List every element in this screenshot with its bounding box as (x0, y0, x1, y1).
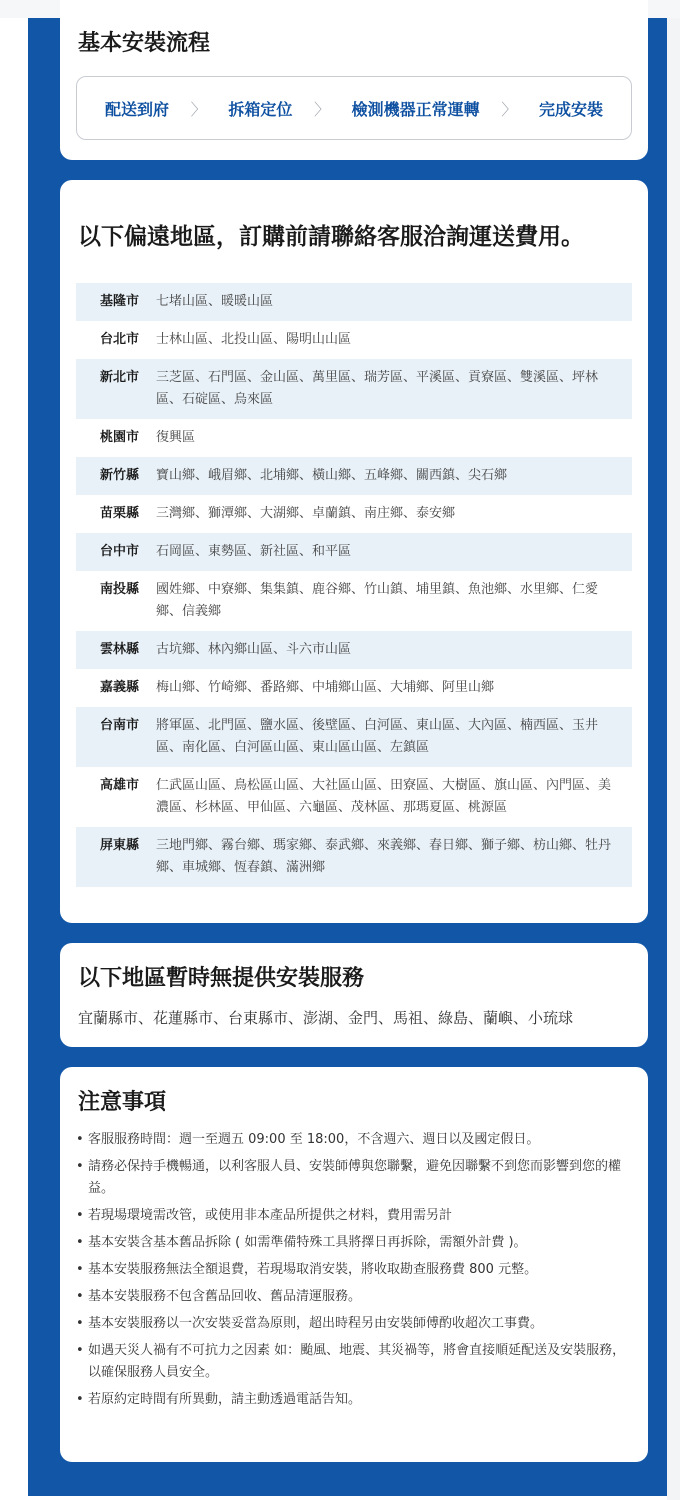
no-service-title: 以下地區暫時無提供安裝服務 (78, 966, 365, 991)
city-name: 高雄市 (100, 778, 140, 793)
table-row (76, 669, 632, 707)
no-service-card (60, 943, 648, 1047)
remote-areas-title: 以下偏遠地區，訂購前請聯絡客服洽詢運送費用。 (78, 224, 584, 250)
city-name: 台北市 (100, 332, 140, 347)
city-name: 基隆市 (100, 294, 140, 309)
table-row (76, 457, 632, 495)
city-name: 台中市 (100, 544, 140, 559)
area-list: 三地門鄉、霧台鄉、瑪家鄉、泰武鄉、來義鄉、春日鄉、獅子鄉、枋山鄉、牡丹鄉、車城鄉、恆春鎮、滿洲鄉 (156, 838, 612, 875)
right-gutter (667, 18, 680, 1500)
area-list: 仁武區山區、鳥松區山區、大社區山區、田寮區、大樹區、旗山區、內門區、美濃區、杉林區、甲仙區、六龜區、茂林區、那瑪夏區、桃源區 (156, 778, 612, 815)
city-name: 嘉義縣 (100, 680, 140, 695)
area-list: 梅山鄉、竹崎鄉、番路鄉、中埔鄉山區、大埔鄉、阿里山鄉 (156, 680, 495, 695)
table-row (76, 827, 632, 887)
list-item: • 客服服務時間：週一至週五 09:00 至 18:00，不含週六、週日以及國定假日。 (76, 1129, 636, 1151)
notes-card (60, 1067, 648, 1462)
city-name: 桃園市 (100, 430, 140, 445)
area-list: 將軍區、北門區、鹽水區、後壁區、白河區、東山區、大內區、楠西區、玉井區、南化區、白河區山區、東山區山區、左鎮區 (156, 718, 599, 755)
list-item: • 如遇天災人禍有不可抗力之因素 如：颱風、地震、其災禍等，將會直接順延配送及安裝服務，以確保服務人員安全。 (76, 1340, 636, 1384)
area-list: 三芝區、石門區、金山區、萬里區、瑞芳區、平溪區、貢寮區、雙溪區、坪林區、石碇區、烏來區 (156, 370, 599, 407)
city-name: 苗栗縣 (100, 506, 140, 521)
table-row (76, 495, 632, 533)
table-row (76, 321, 632, 359)
city-name: 屏東縣 (100, 838, 140, 853)
city-name: 新竹縣 (100, 468, 140, 483)
area-list: 復興區 (156, 430, 196, 445)
chevron-right-icon: 〉 (313, 99, 330, 119)
area-list: 七堵山區、暖暖山區 (156, 294, 274, 309)
list-item: • 請務必保持手機暢通，以利客服人員、安裝師傅與您聯繫，避免因聯繫不到您而影響到您的權益。 (76, 1156, 636, 1200)
table-row (76, 533, 632, 571)
list-item: • 基本安裝含基本舊品拆除 ( 如需準備特殊工具將擇日再拆除，需額外計費 )。 (76, 1232, 636, 1254)
chevron-right-icon: 〉 (501, 99, 518, 119)
chevron-right-icon: 〉 (190, 99, 207, 119)
city-name: 新北市 (100, 370, 140, 385)
list-item: • 基本安裝服務無法全額退費，若現場取消安裝，將收取勘查服務費 800 元整。 (76, 1259, 636, 1281)
step-unbox: 拆箱定位 (228, 99, 293, 119)
step-test: 檢測機器正常運轉 (351, 99, 480, 119)
area-list: 國姓鄉、中寮鄉、集集鎮、鹿谷鄉、竹山鎮、埔里鎮、魚池鄉、水里鄉、仁愛鄉、信義鄉 (156, 582, 599, 619)
list-item: • 若現場環境需改管，或使用非本產品所提供之材料，費用需另計 (76, 1205, 636, 1227)
list-item: • 基本安裝服務以一次安裝妥當為原則，超出時程另由安裝師傅酌收超次工事費。 (76, 1313, 636, 1335)
install-steps (76, 76, 632, 140)
city-name: 雲林縣 (100, 642, 140, 657)
notes-title: 注意事項 (78, 1090, 167, 1115)
table-row (76, 419, 632, 457)
area-list: 士林山區、北投山區、陽明山山區 (156, 332, 352, 347)
install-flow-title: 基本安裝流程 (78, 31, 211, 56)
notes-list (76, 1129, 636, 1416)
area-list: 石岡區、東勢區、新社區、和平區 (156, 544, 352, 559)
remote-areas-table (76, 283, 632, 887)
table-row (76, 631, 632, 669)
area-list: 三灣鄉、獅潭鄉、大湖鄉、卓蘭鎮、南庄鄉、泰安鄉 (156, 506, 456, 521)
table-row (76, 571, 632, 631)
table-row (76, 707, 632, 767)
area-list: 寶山鄉、峨眉鄉、北埔鄉、橫山鄉、五峰鄉、關西鎮、尖石鄉 (156, 468, 508, 483)
table-row (76, 767, 632, 827)
table-row (76, 359, 632, 419)
city-name: 南投縣 (100, 582, 140, 597)
list-item: • 若原約定時間有所異動，請主動透過電話告知。 (76, 1389, 636, 1411)
list-item: • 基本安裝服務不包含舊品回收、舊品清運服務。 (76, 1286, 636, 1308)
remote-areas-card (60, 180, 648, 923)
install-flow-card (60, 0, 648, 160)
step-delivery: 配送到府 (105, 99, 170, 119)
table-row (76, 283, 632, 321)
area-list: 古坑鄉、林內鄉山區、斗六市山區 (156, 642, 352, 657)
city-name: 台南市 (100, 718, 140, 733)
no-service-areas: 宜蘭縣市、花蓮縣市、台東縣市、澎湖、金門、馬祖、綠島、蘭嶼、小琉球 (78, 1009, 574, 1027)
step-complete: 完成安裝 (538, 99, 603, 119)
